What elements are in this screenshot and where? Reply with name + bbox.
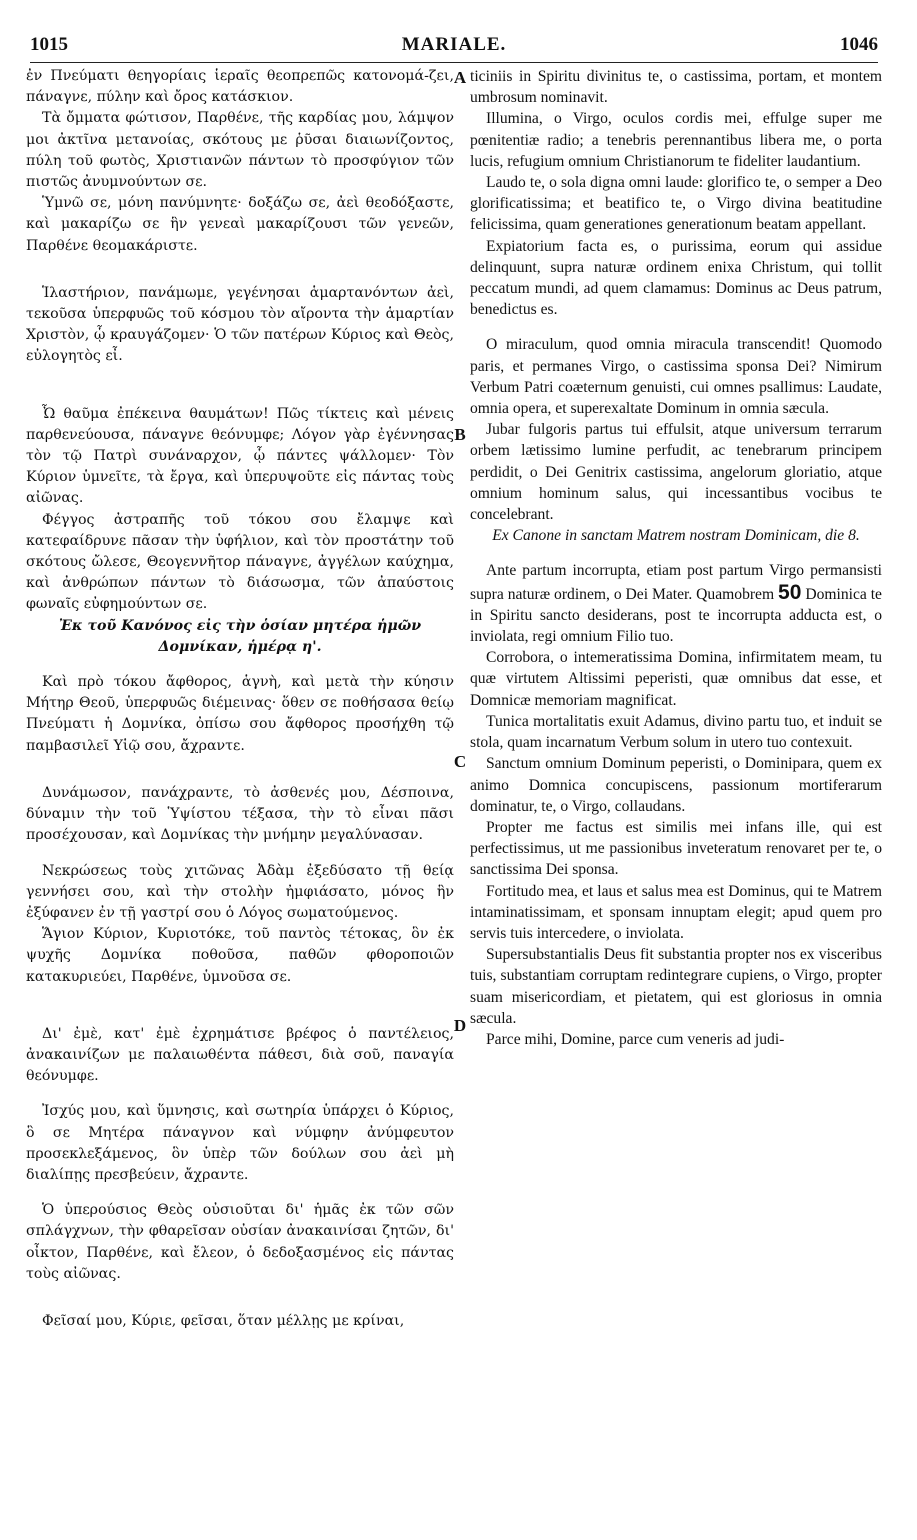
greek-paragraph: Ἅγιον Κύριον, Κυριοτόκε, τοῦ παντὸς τέτοκας, ὃν ἐκ ψυχῆς Δομνίκα ποθοῦσα, παθῶν φθοροποιῶν κατακυριεύει, Παρθένε, ὑμνοῦσα σε. [26,926,454,985]
greek-paragraph: Δι' ἐμὲ, κατ' ἐμὲ ἐχρημάτισε βρέφος ὁ παντέλειος, ἀνακαινίζων με παλαιωθέντα πάθεσι, διὰ σοῦ, παναγία θεόνυμφε. [26,1025,454,1085]
latin-paragraph: Laudo te, o sola digna omni laude: glorifico te, o semper a Deo glorificatissima; et beatifico te, o Virgo divina beatitudine felicissima, quam generationes generationum beatam appellant. [470,174,882,234]
latin-paragraph: Illumina, o Virgo, oculos cordis mei, effulge super me pœnitentiæ radio; a tenebris perennantibus libera me, o porta lucis, refugium omnium Christianorum te fideliter laudantium. [470,110,882,170]
greek-paragraph: Καὶ πρὸ τόκου ἄφθορος, ἁγνὴ, καὶ μετὰ τὴν κύησιν Μήτηρ Θεοῦ, ὑπερφυῶς διέμεινας· ὅθεν σε ποθήσασα θείῳ Πνεύματι ἡ Δομνίκα, ὀπίσω σου ἄφθορος προσήχθη τῷ παμβασιλεῖ Υἱῷ σου, ἄχραντε. [26,674,454,754]
greek-paragraph: Φέγγος ἀστραπῆς τοῦ τόκου σου ἔλαμψε καὶ κατεφαίδρυνε πᾶσαν τὴν ὑφήλιον, καὶ τὸν προστάτην τοῦ σκότους ὤλεσε, Θεογεννῆτορ πάναγνε, ἀγγέλων καύχημα, καὶ ἀνθρώπων πάντων τὸ διάσωσμα, τῶν ἀπαύστοις φωναῖς εὐφημούντων σε. [26,511,454,613]
greek-paragraph: Ὑμνῶ σε, μόνη πανύμνητε· δοξάζω σε, ἀεὶ θεοδόξαστε, καὶ μακαρίζω σε ἣν γενεαὶ μακαρίζουσι τῶν γενεῶν, Παρθένε θεομακάριστε. [26,195,454,254]
greek-paragraph: Δυνάμωσον, πανάχραντε, τὸ ἀσθενές μου, Δέσποινα, δύναμιν τὴν τοῦ Ὑψίστου τέξασα, τὴν τὸ εἶναι πᾶσι προσέχουσαν, καὶ Δομνίκας τὴν μνήμην μεγαλύνασαν. [26,784,454,844]
margin-letter-d: D [453,1016,467,1035]
greek-paragraph: Ἰσχύς μου, καὶ ὕμνησις, καὶ σωτηρία ὑπάρχει ὁ Κύριος, ὃ σε Μητέρα πάναγνον καὶ νύμφην ἀνύμφευτον προσεκλεξάμενος, ὃν ὑπὲρ τῶν δούλων σου ἀεὶ μὴ διαλίπῃς πρεσβεύειν, ἄχραντε. [26,1103,454,1183]
greek-paragraph: Τὰ ὄμματα φώτισον, Παρθένε, τῆς καρδίας μου, λάμψον μοι ἀκτῖνα μετανοίας, σκότους με ῥῦσαι διαιωνίζοντος, πύλη τοῦ φωτὸς, Χριστιανῶν πάντων τὸ προσφύγιον τῶν πιστῶς ἀνυμνούντων σε. [26,110,454,191]
latin-section-heading: Ex Canone in sanctam Matrem nostram Dominicam, die 8. [492,527,860,545]
latin-column [470,66,882,1534]
margin-letter-b: B [454,425,466,444]
column-marker: 50 [778,580,802,604]
latin-paragraph-part: Ante partum incorrupta, etiam post partum Virgo permansisti supra naturæ ordinem, o Dei Mater. Quamobrem [470,562,882,603]
running-title: MARIALE. [401,34,507,55]
left-page-number: 1015 [30,34,68,55]
greek-paragraph: Ὁ ὑπερούσιος Θεὸς οὐσιοῦται δι' ἡμᾶς ἐκ τῶν σῶν σπλάγχνων, τὴν φθαρεῖσαν οὐσίαν ἀνακαινίσαι ζητῶν, δι' οἶκτον, Παρθένε, καὶ ἔλεον, ὁ δεδοξασμένος εἰς πάντας τοὺς αἰῶνας. [26,1202,454,1282]
latin-paragraph: Parce mihi, Domine, parce cum veneris ad judi- [486,1030,785,1048]
latin-paragraph: Sanctum omnium Dominum peperisti, o Dominipara, quem ex animo Domnica concupiscens, passionum mortiferarum dominatur, te, o Virgo, collaudans. [470,755,882,815]
latin-paragraph-part: Dominica te in Spiritu sancto desiderans, post te incorrupta adducta est, o inviolata, regi omnium Filio tuo. [470,585,882,646]
latin-paragraph: Tunica mortalitatis exuit Adamus, divino partu tuo, et induit se stola, quam incarnatum Verbum solum in utero tuo contexuit. [470,712,882,752]
latin-paragraph: Jubar fulgoris partus tui effulsit, atque universum terrarum orbem lætissimo lumine perfudit, ac tenebrarum principem perdidit, o Dei Genitrix castissima, angelorum gloriatio, atque omnium hominum salus, qui incessantibus vocibus te concelebrant. [470,421,882,524]
latin-paragraph [470,560,882,647]
latin-paragraph: Corrobora, o intemeratissima Domina, infirmitatem meam, tu quæ virtutem Altissimi peperisti, quæ omnibus dat esse, et Domnicæ memoriam magnificat. [470,649,882,709]
margin-letter-c: C [453,752,467,771]
greek-paragraph: Φεῖσαί μου, Κύριε, φεῖσαι, ὅταν μέλλῃς με κρίναι, [42,1312,405,1329]
greek-paragraph: ἐν Πνεύματι θεηγορίαις ἱεραῖς θεοπρεπῶς κατονομά-ζει, πάναγνε, πύλην καὶ ὄρος κατάσκιον. [26,68,454,106]
margin-letter-a: A [453,68,467,87]
right-page-number: 1046 [840,34,878,55]
latin-paragraph: Supersubstantialis Deus fit substantia propter nos ex visceribus tuis, substantiam corruptam redintegrare cupiens, o Virgo, propter suam misericordiam, et pietatem, qui est gloriosus in omnia sæcula. [470,946,882,1027]
greek-column [26,66,454,1534]
greek-paragraph: Ἱλαστήριον, πανάμωμε, γεγένησαι ἁμαρτανόντων ἀεὶ, τεκοῦσα ὑπερφυῶς τοῦ κόσμου τὸν αἴροντα τὴν ἁμαρτίαν Χριστὸν, ᾧ κραυγάζομεν· Ὁ τῶν πατέρων Κύριος καὶ Θεὸς, εὐλογητὸς εἶ. [26,284,454,365]
latin-paragraph: Propter me factus est similis mei infans ille, qui est perfectissimus, ut me passionibus inveteratum renovaret per te, o sanctissima Dei sponsa. [470,818,882,879]
latin-paragraph: Expiatorium facta es, o purissima, eorum qui assidue delinquunt, supra naturæ ordinem enixa Christum, qui tollit peccatum mundi, ad quem clamamus: Dominus ac Deus patrum, benedictus es. [470,237,882,319]
latin-paragraph: ticiniis in Spiritu divinitus te, o castissima, portam, et montem umbrosum nominavit. [470,68,882,107]
greek-paragraph: Νεκρώσεως τοὺς χιτῶνας Ἀδὰμ ἐξεδύσατο τῇ θείᾳ γεννήσει σου, καὶ τὴν στολὴν ἠμφιάσατο, μόνος ἣν ἐξύφανεν ἐν τῇ γαστρί σου ὁ Λόγος σωματούμενος. [26,862,454,921]
latin-paragraph: O miraculum, quod omnia miracula transcendit! Quomodo paris, et permanes Virgo, o castissima sponsa Dei? Nimirum Verbum Patri coæternum genuisti, cui omnes psallimus: Laudate, omnia opera, et superexaltate Dominum in omnia sæcula. [470,336,882,418]
page-header [30,34,878,63]
latin-paragraph: Fortitudo mea, et laus et salus mea est Dominus, qui te Matrem intaminatissimam, et sponsam innuptam elegit; apud quem pro servis tuis intercedere, o inviolata. [470,882,882,942]
greek-section-heading: Ἐκ τοῦ Κανόνος εἰς τὴν ὁσίαν μητέρα ἡμῶν Δομνίκαν, ἡμέρᾳ η'. [58,617,422,655]
greek-paragraph: Ὦ θαῦμα ἐπέκεινα θαυμάτων! Πῶς τίκτεις καὶ μένεις παρθενεύουσα, πάναγνε θεόνυμφε; Λόγον γὰρ ἐγέννησας τὸν τῷ Πατρὶ συνάναρχον, ᾧ πάντες ψάλλομεν· Τὸν Κύριον ὑμνεῖτε, τὰ ἔργα, καὶ ὑπερυψοῦτε εἰς πάντας τοὺς αἰῶνας. [26,405,454,507]
